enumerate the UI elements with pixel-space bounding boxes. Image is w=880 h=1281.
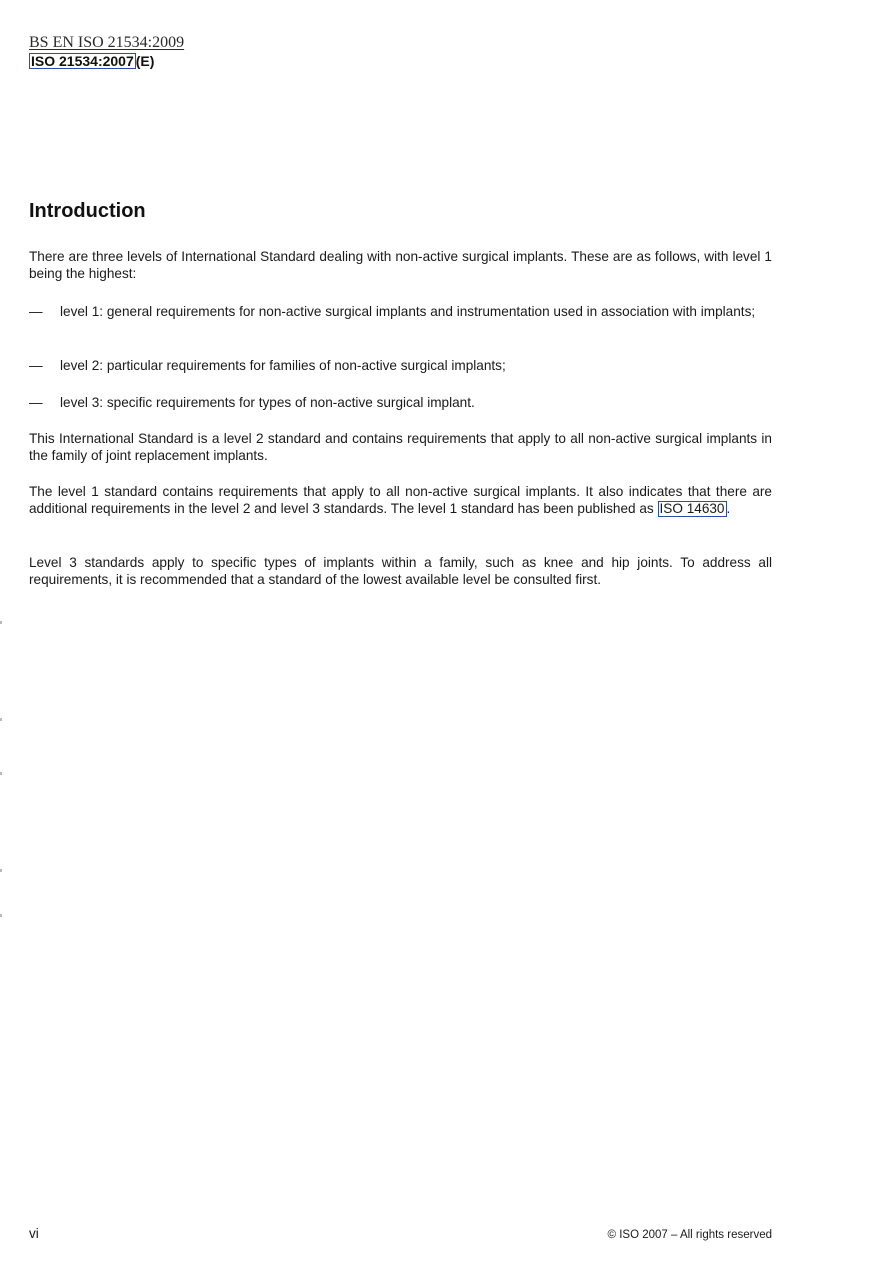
list-item-text: level 3: specific requirements for types of non-active surgical implant. <box>60 395 475 410</box>
list-item-text: level 1: general requirements for non-active surgical implants and instrumentation used in association with implants; <box>60 304 756 319</box>
list-item-text: level 2: particular requirements for families of non-active surgical implants; <box>60 358 506 373</box>
list-dash: — <box>29 358 43 373</box>
copyright-notice: © ISO 2007 – All rights reserved <box>607 1229 772 1241</box>
iso-standard-reference <box>29 53 154 69</box>
paragraph-level-2-scope: This International Standard is a level 2 standard and contains requirements that apply to all non-active surgical implants in the family of joint replacement implants. <box>29 431 772 463</box>
scan-artifact <box>0 621 2 624</box>
iso-14630-link[interactable]: ISO 14630 <box>659 501 725 516</box>
scan-artifact <box>0 869 2 872</box>
list-item-level-2 <box>29 357 772 374</box>
page-title: Introduction <box>29 200 146 222</box>
paragraph-end-punctuation: . <box>726 501 731 516</box>
iso-edition-suffix: (E) <box>135 53 155 69</box>
scan-artifact <box>0 914 2 917</box>
page-number: vi <box>29 1226 39 1241</box>
paragraph-text: The level 1 standard contains requirements that apply to all non-active surgical implants. It also indicates that there are additional requirements in the level 2 and level 3 standards. The level 1 standard has been published as <box>29 484 772 516</box>
bs-standard-reference: BS EN ISO 21534:2009 <box>29 34 185 51</box>
list-dash: — <box>29 395 43 410</box>
list-dash: — <box>29 304 43 319</box>
list-item-level-1 <box>29 303 772 320</box>
iso-21534-link[interactable]: ISO 21534:2007 <box>31 53 134 69</box>
paragraph-level-3-guidance: Level 3 standards apply to specific types of implants within a family, such as knee and hip joints. To address all requirements, it is recommended that a standard of the lowest available level be consulted first. <box>29 555 772 587</box>
list-item-level-3 <box>29 394 772 411</box>
scan-artifact <box>0 718 2 721</box>
intro-paragraph: There are three levels of International Standard dealing with non-active surgical implants. These are as follows, with level 1 being the highest: <box>29 249 772 281</box>
scan-artifact <box>0 772 2 775</box>
paragraph-level-1-reference <box>29 483 772 517</box>
